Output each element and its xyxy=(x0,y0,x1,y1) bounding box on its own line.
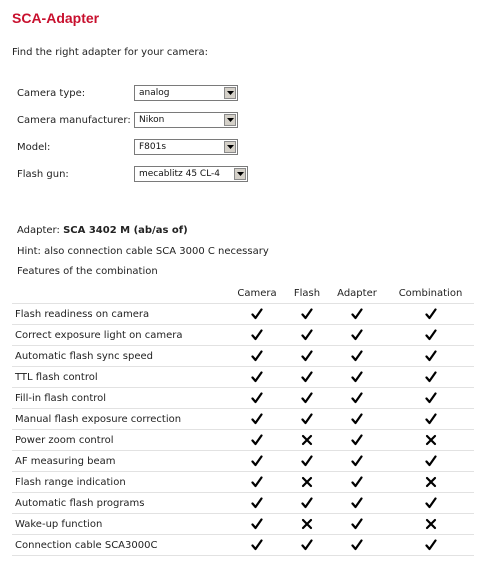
mark-cell xyxy=(287,367,327,388)
table-row xyxy=(12,325,474,346)
feature-name: Fill-in flash control xyxy=(12,388,227,409)
mark-cell xyxy=(327,367,387,388)
checkmark-icon xyxy=(351,435,363,446)
checkmark-icon xyxy=(251,435,263,446)
checkmark-icon xyxy=(251,456,263,467)
table-row xyxy=(12,451,474,472)
checkmark-icon xyxy=(351,477,363,488)
mark-cell xyxy=(287,430,327,451)
column-header: Flash xyxy=(287,283,327,304)
checkmark-icon xyxy=(351,393,363,404)
mark-cell xyxy=(387,451,474,472)
checkmark-icon xyxy=(251,540,263,551)
checkmark-icon xyxy=(251,477,263,488)
mark-cell xyxy=(387,493,474,514)
adapter-value: SCA 3402 M (ab/as of) xyxy=(63,225,188,236)
checkmark-icon xyxy=(351,372,363,383)
mark-cell xyxy=(327,388,387,409)
mark-cell xyxy=(327,493,387,514)
mark-cell xyxy=(387,304,474,325)
mark-cell xyxy=(227,325,287,346)
checkmark-icon xyxy=(251,351,263,362)
mark-cell xyxy=(287,388,327,409)
mark-cell xyxy=(387,430,474,451)
field-label: Flash gun: xyxy=(17,169,69,180)
checkmark-icon xyxy=(301,351,313,362)
mark-cell xyxy=(327,514,387,535)
mark-cell xyxy=(387,388,474,409)
checkmark-icon xyxy=(351,414,363,425)
table-row xyxy=(12,367,474,388)
dropdown-arrow-icon[interactable] xyxy=(224,114,236,126)
camera-type-select[interactable] xyxy=(134,85,238,101)
mark-cell xyxy=(287,325,327,346)
checkmark-icon xyxy=(301,456,313,467)
feature-name: Flash readiness on camera xyxy=(12,304,227,325)
table-row xyxy=(12,304,474,325)
mark-cell xyxy=(387,346,474,367)
table-row xyxy=(12,346,474,367)
flash-gun-select[interactable] xyxy=(134,166,248,182)
checkmark-icon xyxy=(425,372,437,383)
checkmark-icon xyxy=(425,540,437,551)
mark-cell xyxy=(227,388,287,409)
checkmark-icon xyxy=(251,519,263,530)
cross-icon xyxy=(301,435,313,446)
mark-cell xyxy=(227,304,287,325)
table-row xyxy=(12,430,474,451)
feature-name: Connection cable SCA3000C xyxy=(12,535,227,556)
checkmark-icon xyxy=(251,393,263,404)
table-row xyxy=(12,493,474,514)
checkmark-icon xyxy=(301,498,313,509)
field-label: Camera type: xyxy=(17,88,86,99)
checkmark-icon xyxy=(301,393,313,404)
field-camera-manufacturer xyxy=(17,112,317,132)
mark-cell xyxy=(387,325,474,346)
column-header: Combination xyxy=(387,283,474,304)
checkmark-icon xyxy=(251,372,263,383)
feature-name: Wake-up function xyxy=(12,514,227,535)
intro-text: Find the right adapter for your camera: xyxy=(12,47,208,58)
checkmark-icon xyxy=(351,456,363,467)
checkmark-icon xyxy=(301,330,313,341)
checkmark-icon xyxy=(351,309,363,320)
mark-cell xyxy=(387,472,474,493)
field-flash-gun xyxy=(17,166,317,186)
cross-icon xyxy=(425,435,437,446)
checkmark-icon xyxy=(301,372,313,383)
feature-name: Power zoom control xyxy=(12,430,227,451)
field-camera-type xyxy=(17,85,317,105)
features-table xyxy=(12,283,474,556)
mark-cell xyxy=(327,325,387,346)
checkmark-icon xyxy=(301,540,313,551)
mark-cell xyxy=(387,535,474,556)
page-title: SCA-Adapter xyxy=(12,10,100,26)
select-value: F801s xyxy=(139,142,167,152)
feature-name: Automatic flash sync speed xyxy=(12,346,227,367)
checkmark-icon xyxy=(351,519,363,530)
table-row xyxy=(12,388,474,409)
mark-cell xyxy=(227,451,287,472)
mark-cell xyxy=(287,535,327,556)
mark-cell xyxy=(287,493,327,514)
mark-cell xyxy=(227,472,287,493)
mark-cell xyxy=(287,346,327,367)
mark-cell xyxy=(227,409,287,430)
mark-cell xyxy=(387,409,474,430)
mark-cell xyxy=(227,346,287,367)
camera-manufacturer-select[interactable] xyxy=(134,112,238,128)
mark-cell xyxy=(287,304,327,325)
checkmark-icon xyxy=(425,498,437,509)
mark-cell xyxy=(287,451,327,472)
adapter-result xyxy=(17,225,188,236)
cross-icon xyxy=(425,477,437,488)
field-label: Model: xyxy=(17,142,51,153)
checkmark-icon xyxy=(301,414,313,425)
checkmark-icon xyxy=(425,456,437,467)
mark-cell xyxy=(227,514,287,535)
checkmark-icon xyxy=(425,351,437,362)
checkmark-icon xyxy=(301,309,313,320)
mark-cell xyxy=(287,409,327,430)
feature-name: Correct exposure light on camera xyxy=(12,325,227,346)
mark-cell xyxy=(327,535,387,556)
select-value: mecablitz 45 CL-4 xyxy=(139,169,221,179)
select-value: analog xyxy=(139,88,170,98)
mark-cell xyxy=(327,346,387,367)
table-row xyxy=(12,535,474,556)
field-model xyxy=(17,139,317,159)
mark-cell xyxy=(287,514,327,535)
features-heading: Features of the combination xyxy=(17,266,158,277)
field-label: Camera manufacturer: xyxy=(17,115,131,126)
feature-name: Flash range indication xyxy=(12,472,227,493)
checkmark-icon xyxy=(425,330,437,341)
dropdown-arrow-icon[interactable] xyxy=(234,168,246,180)
checkmark-icon xyxy=(425,414,437,425)
model-select[interactable] xyxy=(134,139,238,155)
table-row xyxy=(12,472,474,493)
mark-cell xyxy=(387,514,474,535)
mark-cell xyxy=(387,367,474,388)
column-header: Camera xyxy=(227,283,287,304)
checkmark-icon xyxy=(351,330,363,341)
checkmark-icon xyxy=(251,309,263,320)
feature-name: Manual flash exposure correction xyxy=(12,409,227,430)
column-header: Adapter xyxy=(327,283,387,304)
dropdown-arrow-icon[interactable] xyxy=(224,87,236,99)
mark-cell xyxy=(327,430,387,451)
checkmark-icon xyxy=(351,540,363,551)
checkmark-icon xyxy=(351,351,363,362)
feature-name: AF measuring beam xyxy=(12,451,227,472)
checkmark-icon xyxy=(425,393,437,404)
select-value: Nikon xyxy=(139,115,165,125)
feature-name: TTL flash control xyxy=(12,367,227,388)
checkmark-icon xyxy=(351,498,363,509)
feature-name: Automatic flash programs xyxy=(12,493,227,514)
mark-cell xyxy=(227,535,287,556)
mark-cell xyxy=(227,367,287,388)
mark-cell xyxy=(327,472,387,493)
mark-cell xyxy=(327,451,387,472)
mark-cell xyxy=(287,472,327,493)
mark-cell xyxy=(327,304,387,325)
checkmark-icon xyxy=(251,330,263,341)
mark-cell xyxy=(227,493,287,514)
mark-cell xyxy=(327,409,387,430)
table-row xyxy=(12,514,474,535)
dropdown-arrow-icon[interactable] xyxy=(224,141,236,153)
cross-icon xyxy=(301,477,313,488)
hint-text: Hint: also connection cable SCA 3000 C necessary xyxy=(17,246,269,257)
header-feature xyxy=(12,283,227,304)
table-header-row xyxy=(12,283,474,304)
mark-cell xyxy=(227,430,287,451)
table-row xyxy=(12,409,474,430)
adapter-label: Adapter: xyxy=(17,225,60,236)
checkmark-icon xyxy=(425,309,437,320)
cross-icon xyxy=(425,519,437,530)
checkmark-icon xyxy=(251,414,263,425)
checkmark-icon xyxy=(251,498,263,509)
cross-icon xyxy=(301,519,313,530)
